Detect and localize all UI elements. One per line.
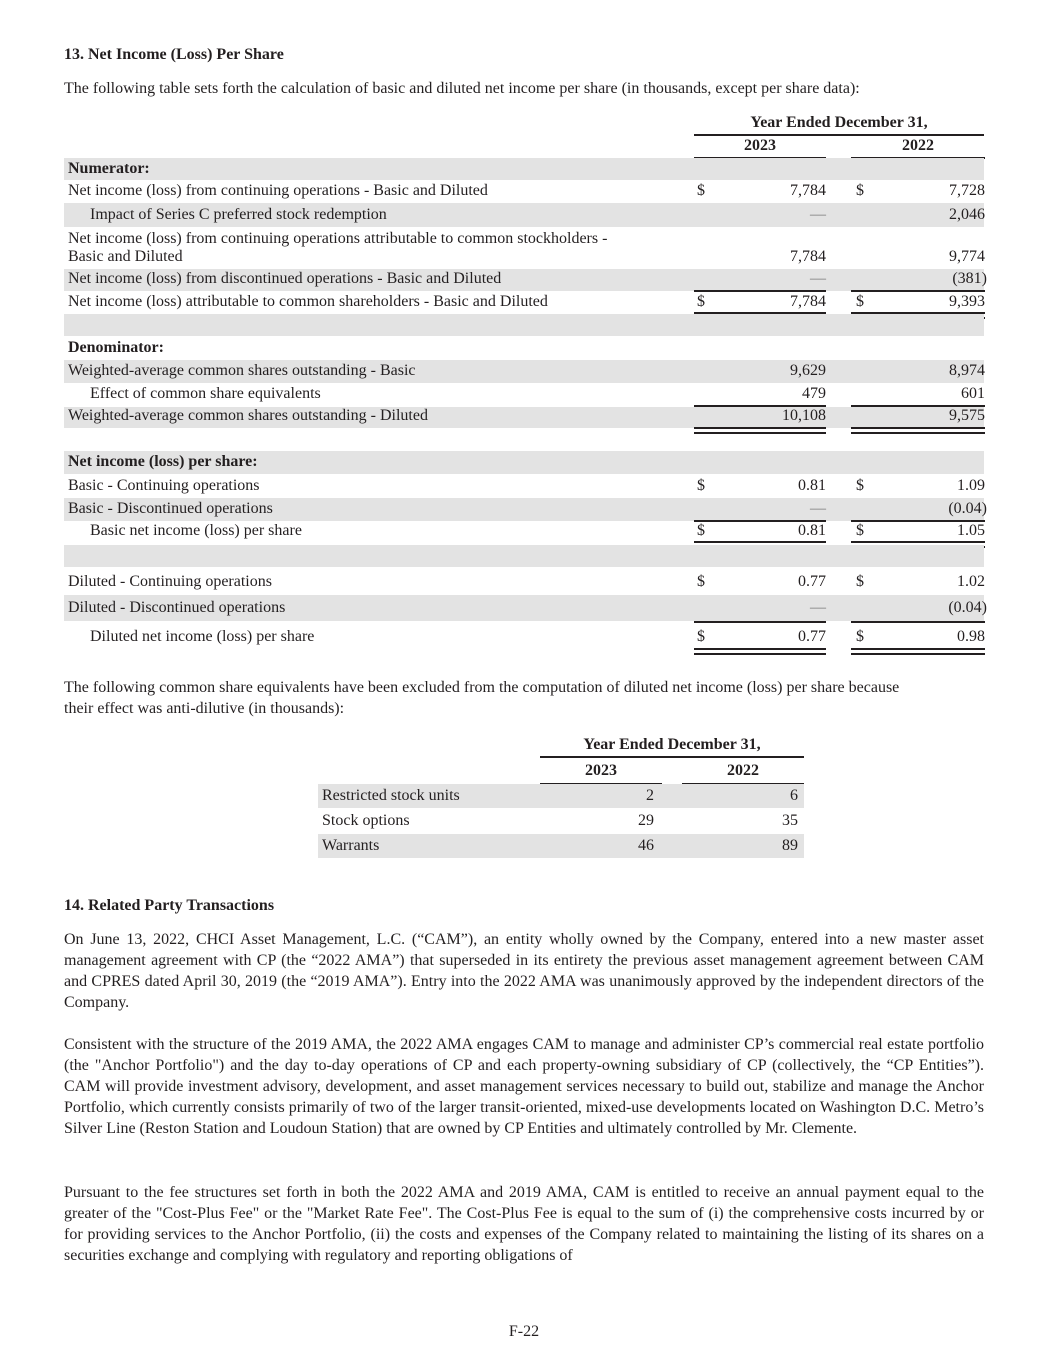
value-2023: —	[810, 270, 826, 287]
row-label: Denominator:	[68, 339, 164, 356]
section-14-title: 14. Related Party Transactions	[64, 897, 275, 914]
table-header-period: Year Ended December 31,	[750, 114, 928, 131]
table-row	[64, 568, 984, 594]
value-2023: 7,784	[790, 182, 826, 199]
value-2022: 9,774	[949, 248, 985, 265]
value-2022: 2,046	[949, 206, 985, 223]
table-row	[64, 269, 987, 291]
currency-symbol: $	[856, 182, 864, 199]
value-2022: 35	[782, 812, 798, 829]
value-2022: 89	[782, 837, 798, 854]
currency-symbol: $	[697, 628, 705, 645]
value-2023: 0.77	[798, 628, 826, 645]
value-2022: 6	[790, 787, 798, 804]
currency-symbol: $	[697, 573, 705, 590]
table-row	[64, 475, 984, 498]
row-label: Net income (loss) from continuing operations attributable to common stockholders -	[68, 230, 608, 247]
currency-symbol: $	[697, 293, 705, 310]
section-14-paragraph-2: Consistent with the structure of the 2019 AMA, the 2022 AMA engages CAM to manage and administer CP’s commercial real estate portfolio (the "Anchor Portfolio") and the day to-day operations of CP and each property-owning subsidiary of CP (collectively, the “CP Entities”). CAM will provide investment advisory, development, and asset management services necessary to build out, stabilize and manage the Anchor Portfolio, which currently consists primarily of two of the larger transit-oriented, mixed-use developments located on Washington D.C. Metro’s Silver Line (Reston Station and Loudoun Station) that are owned by CP Entities and ultimately controlled by Mr. Clemente.	[64, 1036, 984, 1137]
value-2022: 9,393	[949, 293, 985, 310]
value-2023: 479	[802, 385, 826, 402]
table-row	[64, 203, 984, 227]
header-rule	[540, 756, 804, 758]
value-2023: —	[810, 500, 826, 517]
row-label: Basic - Continuing operations	[68, 477, 260, 494]
value-2022: (0.04)	[948, 500, 987, 517]
row-label: Net income (loss) per share:	[68, 453, 258, 470]
value-2023: 0.77	[798, 573, 826, 590]
value-2022: 9,575	[949, 407, 985, 424]
row-label-continued: Basic and Diluted	[68, 248, 183, 265]
section-13-title: 13. Net Income (Loss) Per Share	[64, 46, 284, 63]
value-2023: 29	[638, 812, 654, 829]
value-2023: 0.81	[798, 477, 826, 494]
row-label: Diluted net income (loss) per share	[90, 628, 315, 645]
value-2023: 0.81	[798, 522, 826, 539]
column-header-2023: 2023	[585, 762, 617, 779]
currency-symbol: $	[697, 522, 705, 539]
value-2022: 1.05	[957, 522, 985, 539]
value-2023: —	[810, 206, 826, 223]
value-2023: 9,629	[790, 362, 826, 379]
row-label: Stock options	[322, 812, 410, 829]
table-row	[64, 498, 987, 521]
currency-symbol: $	[856, 628, 864, 645]
table-row-total	[64, 522, 984, 543]
row-label: Net income (loss) from discontinued operations - Basic and Diluted	[68, 270, 502, 287]
table-row	[318, 784, 804, 808]
table-row-total	[64, 292, 984, 314]
table-row-numerator-header	[64, 158, 984, 180]
value-2023: 2	[646, 787, 654, 804]
value-2022: 1.09	[957, 477, 985, 494]
table-row	[64, 383, 984, 405]
antidilutive-intro-line1: The following common share equivalents have been excluded from the computation of diluted net income (loss) per share because	[64, 679, 900, 696]
currency-symbol: $	[856, 573, 864, 590]
table-row	[318, 834, 804, 858]
table-row-per-share-header	[64, 451, 984, 474]
row-label: Net income (loss) from continuing operations - Basic and Diluted	[68, 182, 488, 199]
value-2022: 7,728	[949, 182, 985, 199]
column-header-2022: 2022	[902, 137, 934, 154]
table-row	[64, 228, 984, 268]
column-header-2022: 2022	[727, 762, 759, 779]
table-row-total	[64, 623, 984, 649]
row-label: Numerator:	[68, 160, 150, 177]
value-2023: 10,108	[782, 407, 826, 424]
section-14-paragraph-1: On June 13, 2022, CHCI Asset Management, L.C. (“CAM”), an entity wholly owned by the Company, entered into a new master asset management agreement with CP (the “2022 AMA”) that superseded in its entirety the previous asset management agreement between CAM and CPRES dated April 30, 2019 (the “2019 AMA”). Entry into the 2022 AMA was unanimously approved by the independent directors of the Company.	[64, 931, 984, 1011]
value-2022: 0.98	[957, 628, 985, 645]
row-label: Net income (loss) attributable to common shareholders - Basic and Diluted	[68, 293, 548, 310]
currency-symbol: $	[856, 477, 864, 494]
table-row	[318, 809, 804, 833]
value-2022: (0.04)	[948, 599, 987, 616]
table-row	[64, 360, 984, 383]
spacer-row	[64, 314, 984, 336]
table-row-denominator-header	[64, 337, 984, 360]
spacer-row	[64, 545, 984, 567]
row-label: Restricted stock units	[322, 787, 460, 804]
section-14-paragraph-3: Pursuant to the fee structures set forth in both the 2022 AMA and 2019 AMA, CAM is entitled to receive an annual payment equal to the greater of the "Cost-Plus Fee" or the "Market Rate Fee". The Cost-Plus Fee is equal to the sum of (i) the comprehensive costs incurred by or for providing services to the Anchor Portfolio, (ii) the costs and expenses of the Company related to maintaining the listing of its shares on a securities exchange and complying with regulatory and reporting obligations of	[64, 1184, 984, 1264]
value-2022: 1.02	[957, 573, 985, 590]
total-double-rule	[694, 648, 826, 655]
currency-symbol: $	[856, 293, 864, 310]
antidilutive-intro-line2: their effect was anti-dilutive (in thousands):	[64, 700, 345, 717]
table-row-total	[64, 407, 984, 428]
total-double-rule	[851, 648, 985, 655]
row-label: Warrants	[322, 837, 380, 854]
currency-symbol: $	[856, 522, 864, 539]
table-row	[64, 595, 987, 621]
table2-header-period: Year Ended December 31,	[583, 736, 761, 753]
total-double-rule	[851, 427, 985, 434]
header-rule	[694, 134, 984, 136]
row-label: Impact of Series C preferred stock redemption	[90, 206, 387, 223]
row-label: Basic net income (loss) per share	[90, 522, 302, 539]
value-2022: 8,974	[949, 362, 985, 379]
value-2022: 601	[961, 385, 985, 402]
currency-symbol: $	[697, 182, 705, 199]
row-label: Diluted - Discontinued operations	[68, 599, 286, 616]
value-2023: 7,784	[790, 248, 826, 265]
row-label: Weighted-average common shares outstanding - Diluted	[68, 407, 428, 424]
value-2023: 46	[638, 837, 654, 854]
value-2023: —	[810, 599, 826, 616]
table-row	[64, 180, 984, 202]
total-double-rule	[694, 427, 826, 434]
section-13-intro: The following table sets forth the calculation of basic and diluted net income per share (in thousands, except per share data):	[64, 80, 860, 97]
column-header-2023: 2023	[744, 137, 776, 154]
value-2022: (381)	[952, 270, 987, 287]
eps-table	[0, 0, 1048, 660]
row-label: Effect of common share equivalents	[90, 385, 321, 402]
page-number: F-22	[508, 1323, 540, 1340]
value-2023: 7,784	[790, 293, 826, 310]
row-label: Basic - Discontinued operations	[68, 500, 273, 517]
row-label: Weighted-average common shares outstanding - Basic	[68, 362, 416, 379]
antidilutive-table	[318, 734, 808, 864]
currency-symbol: $	[697, 477, 705, 494]
row-label: Diluted - Continuing operations	[68, 573, 272, 590]
